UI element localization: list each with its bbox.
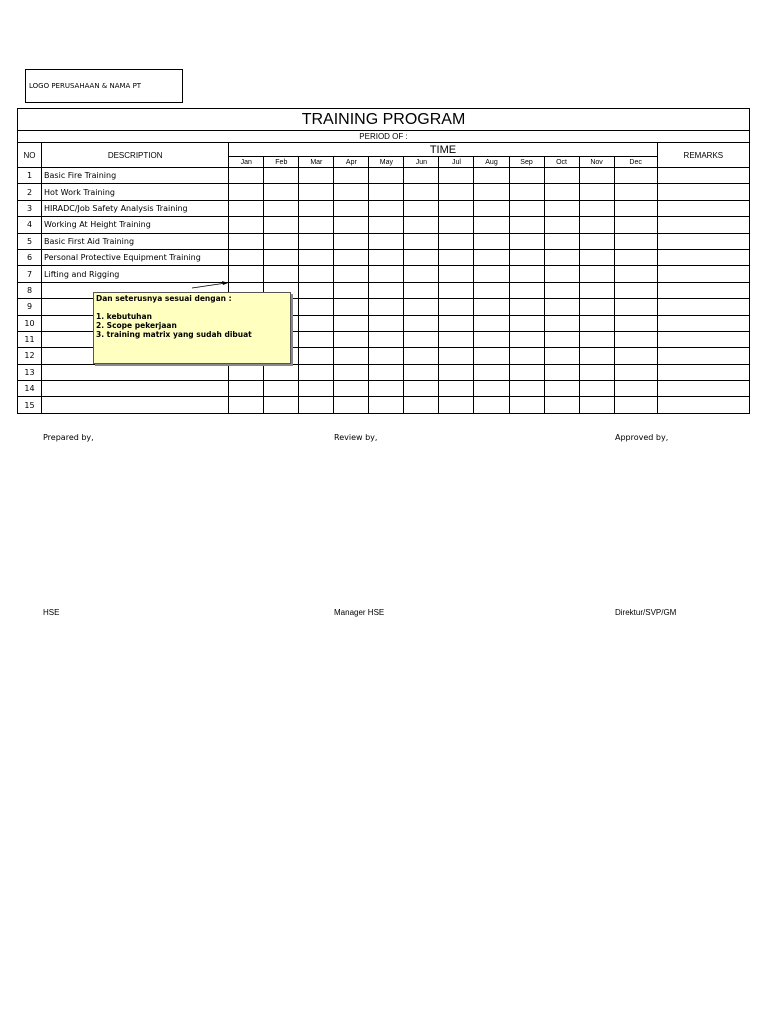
schedule-cell[interactable] bbox=[474, 381, 509, 397]
note-item: 3. training matrix yang sudah dibuat bbox=[96, 330, 252, 339]
schedule-cell[interactable] bbox=[229, 168, 264, 184]
table-row bbox=[18, 266, 750, 282]
table-row bbox=[18, 233, 750, 249]
row-description[interactable]: Hot Work Training bbox=[42, 184, 229, 200]
schedule-cell[interactable] bbox=[579, 217, 614, 233]
remarks-cell[interactable] bbox=[657, 348, 749, 364]
schedule-cell[interactable] bbox=[614, 282, 657, 298]
review-role: Manager HSE bbox=[334, 608, 385, 617]
schedule-cell[interactable] bbox=[334, 299, 369, 315]
schedule-cell[interactable] bbox=[614, 299, 657, 315]
month-header-nov: Nov bbox=[579, 157, 614, 168]
company-logo-placeholder bbox=[25, 69, 183, 103]
schedule-cell[interactable] bbox=[544, 348, 579, 364]
table-row bbox=[18, 168, 750, 184]
schedule-cell[interactable] bbox=[474, 397, 509, 413]
month-header-apr: Apr bbox=[334, 157, 369, 168]
schedule-cell[interactable] bbox=[509, 348, 544, 364]
schedule-cell[interactable] bbox=[229, 184, 264, 200]
schedule-cell[interactable] bbox=[544, 315, 579, 331]
schedule-cell[interactable] bbox=[264, 397, 299, 413]
schedule-cell[interactable] bbox=[439, 299, 474, 315]
schedule-cell[interactable] bbox=[404, 168, 439, 184]
schedule-cell[interactable] bbox=[544, 168, 579, 184]
note-item: 2. Scope pekerjaan bbox=[96, 321, 177, 330]
schedule-cell[interactable] bbox=[544, 249, 579, 265]
schedule-cell[interactable] bbox=[404, 233, 439, 249]
schedule-cell[interactable] bbox=[334, 315, 369, 331]
schedule-cell[interactable] bbox=[439, 168, 474, 184]
schedule-cell[interactable] bbox=[299, 282, 334, 298]
schedule-cell[interactable] bbox=[229, 266, 264, 282]
schedule-cell[interactable] bbox=[229, 397, 264, 413]
schedule-cell[interactable] bbox=[439, 184, 474, 200]
schedule-cell[interactable] bbox=[299, 184, 334, 200]
schedule-cell[interactable] bbox=[614, 217, 657, 233]
table-row bbox=[18, 249, 750, 265]
schedule-cell[interactable] bbox=[509, 282, 544, 298]
schedule-cell[interactable] bbox=[544, 381, 579, 397]
schedule-cell[interactable] bbox=[369, 282, 404, 298]
remarks-cell[interactable] bbox=[657, 168, 749, 184]
month-header-oct: Oct bbox=[544, 157, 579, 168]
schedule-cell[interactable] bbox=[579, 381, 614, 397]
schedule-cell[interactable] bbox=[229, 233, 264, 249]
schedule-cell[interactable] bbox=[474, 299, 509, 315]
schedule-cell[interactable] bbox=[404, 217, 439, 233]
schedule-cell[interactable] bbox=[509, 233, 544, 249]
schedule-cell[interactable] bbox=[229, 249, 264, 265]
schedule-cell[interactable] bbox=[474, 184, 509, 200]
row-description[interactable] bbox=[42, 381, 229, 397]
schedule-cell[interactable] bbox=[509, 397, 544, 413]
row-description[interactable] bbox=[42, 397, 229, 413]
schedule-cell[interactable] bbox=[579, 200, 614, 216]
schedule-cell[interactable] bbox=[299, 364, 334, 380]
schedule-cell[interactable] bbox=[369, 217, 404, 233]
remarks-cell[interactable] bbox=[657, 217, 749, 233]
schedule-cell[interactable] bbox=[404, 331, 439, 347]
schedule-cell[interactable] bbox=[614, 200, 657, 216]
row-description[interactable]: Personal Protective Equipment Training bbox=[42, 249, 229, 265]
schedule-cell[interactable] bbox=[614, 364, 657, 380]
row-number: 10 bbox=[18, 315, 42, 331]
schedule-cell[interactable] bbox=[509, 266, 544, 282]
table-row bbox=[18, 184, 750, 200]
schedule-cell[interactable] bbox=[509, 299, 544, 315]
remarks-cell[interactable] bbox=[657, 397, 749, 413]
schedule-cell[interactable] bbox=[404, 282, 439, 298]
schedule-cell[interactable] bbox=[439, 381, 474, 397]
schedule-cell[interactable] bbox=[299, 168, 334, 184]
schedule-cell[interactable] bbox=[614, 315, 657, 331]
schedule-cell[interactable] bbox=[369, 168, 404, 184]
schedule-cell[interactable] bbox=[229, 381, 264, 397]
schedule-cell[interactable] bbox=[404, 381, 439, 397]
schedule-cell[interactable] bbox=[229, 364, 264, 380]
schedule-cell[interactable] bbox=[544, 299, 579, 315]
approved-by-label: Approved by, bbox=[615, 433, 669, 442]
month-header-sep: Sep bbox=[509, 157, 544, 168]
schedule-cell[interactable] bbox=[299, 249, 334, 265]
schedule-cell[interactable] bbox=[404, 364, 439, 380]
schedule-cell[interactable] bbox=[404, 184, 439, 200]
schedule-cell[interactable] bbox=[334, 331, 369, 347]
schedule-cell[interactable] bbox=[579, 397, 614, 413]
schedule-cell[interactable] bbox=[334, 200, 369, 216]
comment-note bbox=[93, 292, 291, 364]
month-header-mar: Mar bbox=[299, 157, 334, 168]
schedule-cell[interactable] bbox=[474, 249, 509, 265]
table-row bbox=[18, 217, 750, 233]
schedule-cell[interactable] bbox=[264, 217, 299, 233]
schedule-cell[interactable] bbox=[474, 233, 509, 249]
schedule-cell[interactable] bbox=[369, 233, 404, 249]
note-item: 1. kebutuhan bbox=[96, 312, 152, 321]
row-number: 6 bbox=[18, 249, 42, 265]
row-number: 7 bbox=[18, 266, 42, 282]
schedule-cell[interactable] bbox=[299, 331, 334, 347]
schedule-cell[interactable] bbox=[264, 249, 299, 265]
schedule-cell[interactable] bbox=[474, 266, 509, 282]
schedule-cell[interactable] bbox=[334, 266, 369, 282]
prepared-role: HSE bbox=[43, 608, 60, 617]
schedule-cell[interactable] bbox=[334, 364, 369, 380]
schedule-cell[interactable] bbox=[579, 299, 614, 315]
month-header-jan: Jan bbox=[229, 157, 264, 168]
schedule-cell[interactable] bbox=[544, 217, 579, 233]
month-header-jun: Jun bbox=[404, 157, 439, 168]
row-description[interactable]: Lifting and Rigging bbox=[42, 266, 229, 282]
schedule-cell[interactable] bbox=[369, 397, 404, 413]
schedule-cell[interactable] bbox=[369, 184, 404, 200]
schedule-cell[interactable] bbox=[544, 266, 579, 282]
remarks-cell[interactable] bbox=[657, 315, 749, 331]
schedule-cell[interactable] bbox=[334, 168, 369, 184]
header-remarks: REMARKS bbox=[657, 143, 749, 168]
prepared-by-label: Prepared by, bbox=[43, 433, 94, 442]
schedule-cell[interactable] bbox=[334, 348, 369, 364]
row-number: 9 bbox=[18, 299, 42, 315]
schedule-cell[interactable] bbox=[369, 200, 404, 216]
row-number: 1 bbox=[18, 168, 42, 184]
row-number: 11 bbox=[18, 331, 42, 347]
row-description[interactable]: Basic Fire Training bbox=[42, 168, 229, 184]
approved-role: Direktur/SVP/GM bbox=[615, 608, 677, 617]
month-header-jul: Jul bbox=[439, 157, 474, 168]
schedule-cell[interactable] bbox=[474, 168, 509, 184]
schedule-cell[interactable] bbox=[474, 331, 509, 347]
table-row bbox=[18, 397, 750, 413]
schedule-cell[interactable] bbox=[299, 315, 334, 331]
schedule-cell[interactable] bbox=[264, 266, 299, 282]
schedule-cell[interactable] bbox=[579, 233, 614, 249]
row-description[interactable] bbox=[42, 364, 229, 380]
schedule-cell[interactable] bbox=[369, 266, 404, 282]
schedule-cell[interactable] bbox=[439, 249, 474, 265]
row-number: 12 bbox=[18, 348, 42, 364]
header-time: TIME bbox=[229, 143, 657, 157]
row-number: 13 bbox=[18, 364, 42, 380]
schedule-cell[interactable] bbox=[264, 168, 299, 184]
schedule-cell[interactable] bbox=[439, 200, 474, 216]
schedule-cell[interactable] bbox=[579, 348, 614, 364]
schedule-cell[interactable] bbox=[299, 217, 334, 233]
row-number: 4 bbox=[18, 217, 42, 233]
remarks-cell[interactable] bbox=[657, 233, 749, 249]
schedule-cell[interactable] bbox=[509, 168, 544, 184]
remarks-cell[interactable] bbox=[657, 282, 749, 298]
schedule-cell[interactable] bbox=[474, 282, 509, 298]
schedule-cell[interactable] bbox=[404, 348, 439, 364]
schedule-cell[interactable] bbox=[614, 233, 657, 249]
table-row bbox=[18, 364, 750, 380]
schedule-cell[interactable] bbox=[299, 381, 334, 397]
schedule-cell[interactable] bbox=[579, 168, 614, 184]
month-header-may: May bbox=[369, 157, 404, 168]
remarks-cell[interactable] bbox=[657, 331, 749, 347]
month-header-feb: Feb bbox=[264, 157, 299, 168]
row-number: 5 bbox=[18, 233, 42, 249]
schedule-cell[interactable] bbox=[334, 282, 369, 298]
schedule-cell[interactable] bbox=[299, 266, 334, 282]
schedule-cell[interactable] bbox=[544, 364, 579, 380]
schedule-cell[interactable] bbox=[404, 266, 439, 282]
schedule-cell[interactable] bbox=[334, 184, 369, 200]
schedule-cell[interactable] bbox=[579, 331, 614, 347]
header-description: DESCRIPTION bbox=[42, 143, 229, 168]
row-number: 2 bbox=[18, 184, 42, 200]
row-number: 3 bbox=[18, 200, 42, 216]
schedule-cell[interactable] bbox=[614, 168, 657, 184]
month-header-aug: Aug bbox=[474, 157, 509, 168]
schedule-cell[interactable] bbox=[334, 249, 369, 265]
schedule-cell[interactable] bbox=[229, 217, 264, 233]
schedule-cell[interactable] bbox=[264, 184, 299, 200]
schedule-cell[interactable] bbox=[334, 217, 369, 233]
schedule-cell[interactable] bbox=[299, 397, 334, 413]
note-heading: Dan seterusnya sesuai dengan : bbox=[96, 294, 232, 303]
schedule-cell[interactable] bbox=[369, 331, 404, 347]
schedule-cell[interactable] bbox=[369, 381, 404, 397]
row-description[interactable]: Working At Height Training bbox=[42, 217, 229, 233]
review-by-label: Review by, bbox=[334, 433, 378, 442]
schedule-cell[interactable] bbox=[614, 266, 657, 282]
schedule-cell[interactable] bbox=[474, 364, 509, 380]
schedule-cell[interactable] bbox=[614, 331, 657, 347]
schedule-cell[interactable] bbox=[614, 249, 657, 265]
schedule-cell[interactable] bbox=[509, 331, 544, 347]
schedule-cell[interactable] bbox=[439, 348, 474, 364]
schedule-cell[interactable] bbox=[369, 299, 404, 315]
schedule-cell[interactable] bbox=[509, 364, 544, 380]
training-program-table bbox=[17, 108, 750, 414]
schedule-cell[interactable] bbox=[509, 381, 544, 397]
schedule-cell[interactable] bbox=[509, 249, 544, 265]
schedule-cell[interactable] bbox=[579, 266, 614, 282]
schedule-cell[interactable] bbox=[334, 381, 369, 397]
remarks-cell[interactable] bbox=[657, 184, 749, 200]
header-no: NO bbox=[18, 143, 42, 168]
schedule-cell[interactable] bbox=[509, 200, 544, 216]
schedule-cell[interactable] bbox=[439, 266, 474, 282]
page-title: TRAINING PROGRAM bbox=[18, 109, 750, 131]
schedule-cell[interactable] bbox=[579, 249, 614, 265]
schedule-cell[interactable] bbox=[544, 184, 579, 200]
schedule-cell[interactable] bbox=[579, 364, 614, 380]
schedule-cell[interactable] bbox=[334, 233, 369, 249]
table-row bbox=[18, 200, 750, 216]
remarks-cell[interactable] bbox=[657, 266, 749, 282]
schedule-cell[interactable] bbox=[614, 381, 657, 397]
schedule-cell[interactable] bbox=[299, 233, 334, 249]
remarks-cell[interactable] bbox=[657, 381, 749, 397]
row-number: 14 bbox=[18, 381, 42, 397]
row-description[interactable]: Basic First Aid Training bbox=[42, 233, 229, 249]
schedule-cell[interactable] bbox=[579, 184, 614, 200]
schedule-cell[interactable] bbox=[439, 217, 474, 233]
schedule-cell[interactable] bbox=[439, 282, 474, 298]
row-number: 8 bbox=[18, 282, 42, 298]
row-description[interactable]: HIRADC/Job Safety Analysis Training bbox=[42, 200, 229, 216]
schedule-cell[interactable] bbox=[509, 315, 544, 331]
schedule-cell[interactable] bbox=[404, 249, 439, 265]
schedule-cell[interactable] bbox=[474, 315, 509, 331]
schedule-cell[interactable] bbox=[439, 331, 474, 347]
schedule-cell[interactable] bbox=[614, 348, 657, 364]
schedule-cell[interactable] bbox=[299, 348, 334, 364]
schedule-cell[interactable] bbox=[579, 282, 614, 298]
schedule-cell[interactable] bbox=[404, 299, 439, 315]
schedule-cell[interactable] bbox=[474, 348, 509, 364]
schedule-cell[interactable] bbox=[404, 200, 439, 216]
schedule-cell[interactable] bbox=[264, 364, 299, 380]
schedule-cell[interactable] bbox=[264, 233, 299, 249]
schedule-cell[interactable] bbox=[544, 397, 579, 413]
schedule-cell[interactable] bbox=[544, 200, 579, 216]
schedule-cell[interactable] bbox=[439, 397, 474, 413]
schedule-cell[interactable] bbox=[264, 381, 299, 397]
schedule-cell[interactable] bbox=[579, 315, 614, 331]
remarks-cell[interactable] bbox=[657, 200, 749, 216]
schedule-cell[interactable] bbox=[439, 233, 474, 249]
schedule-cell[interactable] bbox=[439, 364, 474, 380]
schedule-cell[interactable] bbox=[369, 315, 404, 331]
schedule-cell[interactable] bbox=[544, 233, 579, 249]
schedule-cell[interactable] bbox=[229, 200, 264, 216]
schedule-cell[interactable] bbox=[474, 217, 509, 233]
month-header-dec: Dec bbox=[614, 157, 657, 168]
row-number: 15 bbox=[18, 397, 42, 413]
schedule-cell[interactable] bbox=[369, 249, 404, 265]
remarks-cell[interactable] bbox=[657, 299, 749, 315]
schedule-cell[interactable] bbox=[544, 282, 579, 298]
schedule-cell[interactable] bbox=[439, 315, 474, 331]
schedule-cell[interactable] bbox=[264, 200, 299, 216]
schedule-cell[interactable] bbox=[299, 200, 334, 216]
schedule-cell[interactable] bbox=[509, 217, 544, 233]
schedule-cell[interactable] bbox=[369, 364, 404, 380]
schedule-cell[interactable] bbox=[404, 315, 439, 331]
schedule-cell[interactable] bbox=[614, 397, 657, 413]
remarks-cell[interactable] bbox=[657, 249, 749, 265]
schedule-cell[interactable] bbox=[369, 348, 404, 364]
logo-text: LOGO PERUSAHAAN & NAMA PT bbox=[29, 82, 142, 90]
schedule-cell[interactable] bbox=[544, 331, 579, 347]
schedule-cell[interactable] bbox=[509, 184, 544, 200]
schedule-cell[interactable] bbox=[614, 184, 657, 200]
schedule-cell[interactable] bbox=[299, 299, 334, 315]
period-label: PERIOD OF : bbox=[18, 131, 750, 143]
remarks-cell[interactable] bbox=[657, 364, 749, 380]
schedule-cell[interactable] bbox=[404, 397, 439, 413]
schedule-cell[interactable] bbox=[474, 200, 509, 216]
schedule-cell[interactable] bbox=[334, 397, 369, 413]
table-row bbox=[18, 381, 750, 397]
